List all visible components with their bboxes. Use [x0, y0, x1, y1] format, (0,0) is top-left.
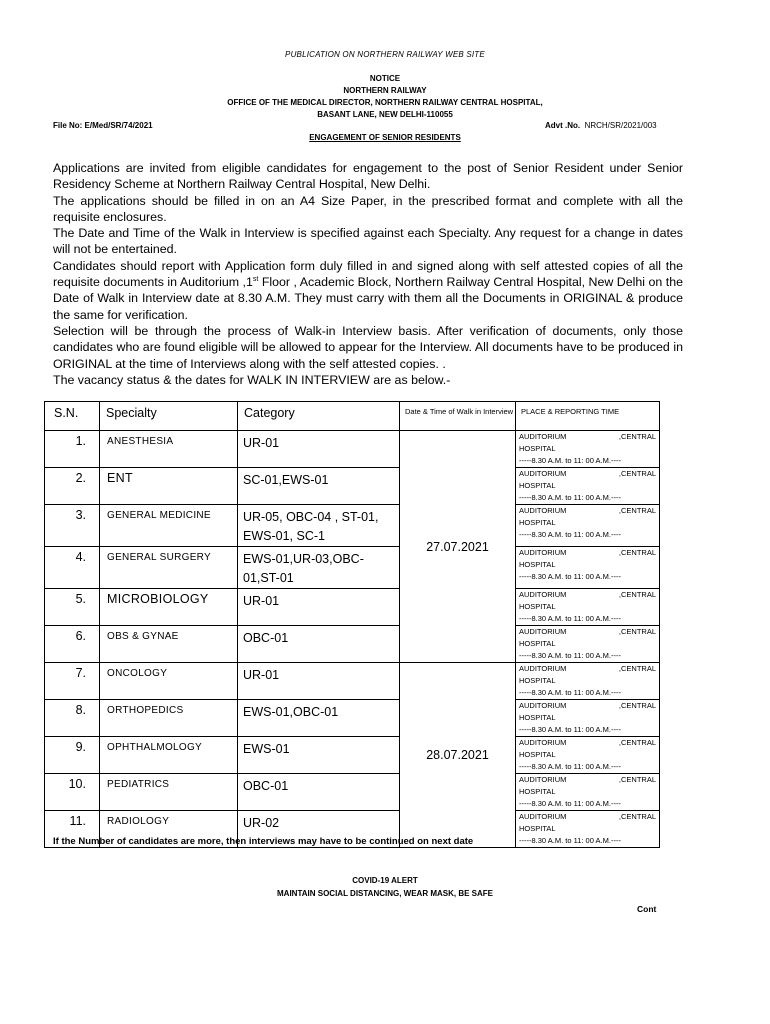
- office-address: BASANT LANE, NEW DELHI-110055: [317, 110, 453, 119]
- row-sn: 7.: [45, 663, 100, 700]
- row-sn: 3.: [45, 505, 100, 547]
- table-row: [45, 737, 660, 774]
- file-number: File No: E/Med/SR/74/2021: [53, 121, 153, 130]
- place-central: ,CENTRAL: [618, 627, 656, 636]
- place-hospital: HOSPITAL: [519, 560, 556, 569]
- row-place: [516, 663, 660, 700]
- row-sn: 5.: [45, 589, 100, 626]
- place-time: -----8.30 A.M. to 11: 00 A.M.----: [519, 572, 621, 581]
- row-place: [516, 431, 660, 468]
- place-auditorium: AUDITORIUM: [519, 701, 567, 710]
- row-interview-date: 28.07.2021: [400, 663, 516, 848]
- row-sn: 11.: [45, 811, 100, 848]
- row-category: SC-01,EWS-01: [238, 468, 400, 505]
- vacancy-table: [44, 401, 660, 848]
- row-specialty: PEDIATRICS: [100, 774, 238, 811]
- place-central: ,CENTRAL: [618, 775, 656, 784]
- advt-number: [545, 121, 657, 130]
- covid-message: MAINTAIN SOCIAL DISTANCING, WEAR MASK, BE SAFE: [277, 889, 493, 898]
- place-auditorium: AUDITORIUM: [519, 548, 567, 557]
- row-specialty: ORTHOPEDICS: [100, 700, 238, 737]
- place-time: -----8.30 A.M. to 11: 00 A.M.----: [519, 493, 621, 502]
- table-row: [45, 547, 660, 589]
- cont-label: Cont: [637, 904, 657, 914]
- row-specialty: RADIOLOGY: [100, 811, 238, 848]
- row-place: [516, 700, 660, 737]
- row-specialty: GENERAL MEDICINE: [100, 505, 238, 547]
- table-row: [45, 700, 660, 737]
- row-sn: 1.: [45, 431, 100, 468]
- place-auditorium: AUDITORIUM: [519, 506, 567, 515]
- place-hospital: HOSPITAL: [519, 518, 556, 527]
- place-hospital: HOSPITAL: [519, 444, 556, 453]
- row-sn: 10.: [45, 774, 100, 811]
- place-auditorium: AUDITORIUM: [519, 664, 567, 673]
- covid-alert: COVID-19 ALERT: [352, 876, 418, 885]
- row-category: OBC-01: [238, 626, 400, 663]
- place-hospital: HOSPITAL: [519, 787, 556, 796]
- place-hospital: HOSPITAL: [519, 824, 556, 833]
- row-specialty: ONCOLOGY: [100, 663, 238, 700]
- col-datetime: Date & Time of Walk in Interview: [400, 402, 516, 431]
- row-place: [516, 589, 660, 626]
- place-central: ,CENTRAL: [618, 432, 656, 441]
- row-place: [516, 547, 660, 589]
- col-sn: S.N.: [45, 402, 100, 431]
- row-category: UR-01: [238, 431, 400, 468]
- row-sn: 9.: [45, 737, 100, 774]
- advt-label: Advt .No.: [545, 121, 581, 130]
- place-time: -----8.30 A.M. to 11: 00 A.M.----: [519, 614, 621, 623]
- place-central: ,CENTRAL: [618, 664, 656, 673]
- place-central: ,CENTRAL: [618, 812, 656, 821]
- place-central: ,CENTRAL: [618, 469, 656, 478]
- place-time: -----8.30 A.M. to 11: 00 A.M.----: [519, 688, 621, 697]
- place-central: ,CENTRAL: [618, 506, 656, 515]
- row-category: UR-05, OBC-04 , ST-01, EWS-01, SC-1: [238, 505, 400, 547]
- table-row: [45, 431, 660, 468]
- paragraph-4: [53, 258, 683, 323]
- place-central: ,CENTRAL: [618, 590, 656, 599]
- table-row: [45, 663, 660, 700]
- table-header-row: [45, 402, 660, 431]
- row-category: EWS-01,UR-03,OBC-01,ST-01: [238, 547, 400, 589]
- place-time: -----8.30 A.M. to 11: 00 A.M.----: [519, 530, 621, 539]
- place-auditorium: AUDITORIUM: [519, 432, 567, 441]
- place-central: ,CENTRAL: [618, 738, 656, 747]
- place-time: -----8.30 A.M. to 11: 00 A.M.----: [519, 762, 621, 771]
- row-sn: 2.: [45, 468, 100, 505]
- col-place: PLACE & REPORTING TIME: [516, 402, 660, 431]
- row-place: [516, 626, 660, 663]
- col-specialty: Specialty: [100, 402, 238, 431]
- place-auditorium: AUDITORIUM: [519, 469, 567, 478]
- place-hospital: HOSPITAL: [519, 481, 556, 490]
- row-category: UR-02: [238, 811, 400, 848]
- row-category: UR-01: [238, 663, 400, 700]
- paragraph-4-sup: st: [252, 275, 259, 283]
- row-specialty: MICROBIOLOGY: [100, 589, 238, 626]
- org-name: NORTHERN RAILWAY: [343, 86, 427, 95]
- place-central: ,CENTRAL: [618, 548, 656, 557]
- place-hospital: HOSPITAL: [519, 750, 556, 759]
- place-auditorium: AUDITORIUM: [519, 627, 567, 636]
- row-category: OBC-01: [238, 774, 400, 811]
- place-hospital: HOSPITAL: [519, 639, 556, 648]
- row-specialty: ANESTHESIA: [100, 431, 238, 468]
- row-category: UR-01: [238, 589, 400, 626]
- row-specialty: GENERAL SURGERY: [100, 547, 238, 589]
- table-row: [45, 626, 660, 663]
- paragraph-3: The Date and Time of the Walk in Interview is specified against each Specialty. Any request for a change in dates will not be entertained.: [53, 226, 683, 257]
- place-time: -----8.30 A.M. to 11: 00 A.M.----: [519, 836, 621, 845]
- row-sn: 8.: [45, 700, 100, 737]
- advt-value: NRCH/SR/2021/003: [584, 121, 657, 130]
- place-hospital: HOSPITAL: [519, 676, 556, 685]
- place-time: -----8.30 A.M. to 11: 00 A.M.----: [519, 725, 621, 734]
- place-hospital: HOSPITAL: [519, 713, 556, 722]
- row-specialty: OBS & GYNAE: [100, 626, 238, 663]
- place-time: -----8.30 A.M. to 11: 00 A.M.----: [519, 456, 621, 465]
- place-time: -----8.30 A.M. to 11: 00 A.M.----: [519, 799, 621, 808]
- row-place: [516, 811, 660, 848]
- notice-heading: NOTICE: [369, 74, 401, 83]
- row-place: [516, 774, 660, 811]
- publication-line: PUBLICATION ON NORTHERN RAILWAY WEB SITE: [285, 50, 485, 59]
- subject-heading: ENGAGEMENT OF SENIOR RESIDENTS: [309, 133, 461, 142]
- place-auditorium: AUDITORIUM: [519, 775, 567, 784]
- place-hospital: HOSPITAL: [519, 602, 556, 611]
- place-central: ,CENTRAL: [618, 701, 656, 710]
- paragraph-4-a: Candidates should report with Application form duly filled in and signed along with self attested copies of all the requisite documents in Auditorium ,1: [53, 258, 683, 290]
- table-row: [45, 468, 660, 505]
- table-row: [45, 505, 660, 547]
- row-place: [516, 737, 660, 774]
- paragraph-2: The applications should be filled in on an A4 Size Paper, in the prescribed format and complete with all the requisite enclosures.: [53, 193, 683, 224]
- row-interview-date: 27.07.2021: [400, 431, 516, 663]
- office-name: OFFICE OF THE MEDICAL DIRECTOR, NORTHERN RAILWAY CENTRAL HOSPITAL,: [227, 98, 543, 107]
- paragraph-5: Selection will be through the process of Walk-in Interview basis. After verification of documents, only those candidates who are found eligible will be allowed to appear for the Interview. All documents have to be produced in ORIGINAL at the time of Interviews along with the self attested copies. .: [53, 323, 683, 371]
- col-category: Category: [238, 402, 400, 431]
- place-time: -----8.30 A.M. to 11: 00 A.M.----: [519, 651, 621, 660]
- row-specialty: OPHTHALMOLOGY: [100, 737, 238, 774]
- place-auditorium: AUDITORIUM: [519, 590, 567, 599]
- row-category: EWS-01,OBC-01: [238, 700, 400, 737]
- row-sn: 4.: [45, 547, 100, 589]
- row-specialty: ENT: [100, 468, 238, 505]
- continuation-note: If the Number of candidates are more, then interviews may have to be continued on next date: [53, 836, 474, 847]
- table-row: [45, 774, 660, 811]
- row-sn: 6.: [45, 626, 100, 663]
- notice-body: [53, 160, 683, 388]
- place-auditorium: AUDITORIUM: [519, 812, 567, 821]
- row-place: [516, 505, 660, 547]
- row-category: EWS-01: [238, 737, 400, 774]
- row-place: [516, 468, 660, 505]
- paragraph-6: The vacancy status & the dates for WALK IN INTERVIEW are as below.-: [53, 372, 451, 387]
- place-auditorium: AUDITORIUM: [519, 738, 567, 747]
- paragraph-1: Applications are invited from eligible candidates for engagement to the post of Senior Resident under Senior Residency Scheme at Northern Railway Central Hospital, New Delhi.: [53, 161, 683, 192]
- paragraph-4-b: Floor , Academic Block, Northern Railway Central Hospital, New Delhi on the Date of Walk in Interview date at 8.30 A.M. They must carry with them all the Documents in ORIGINAL & produce the same for verification.: [53, 275, 683, 322]
- table-row: [45, 589, 660, 626]
